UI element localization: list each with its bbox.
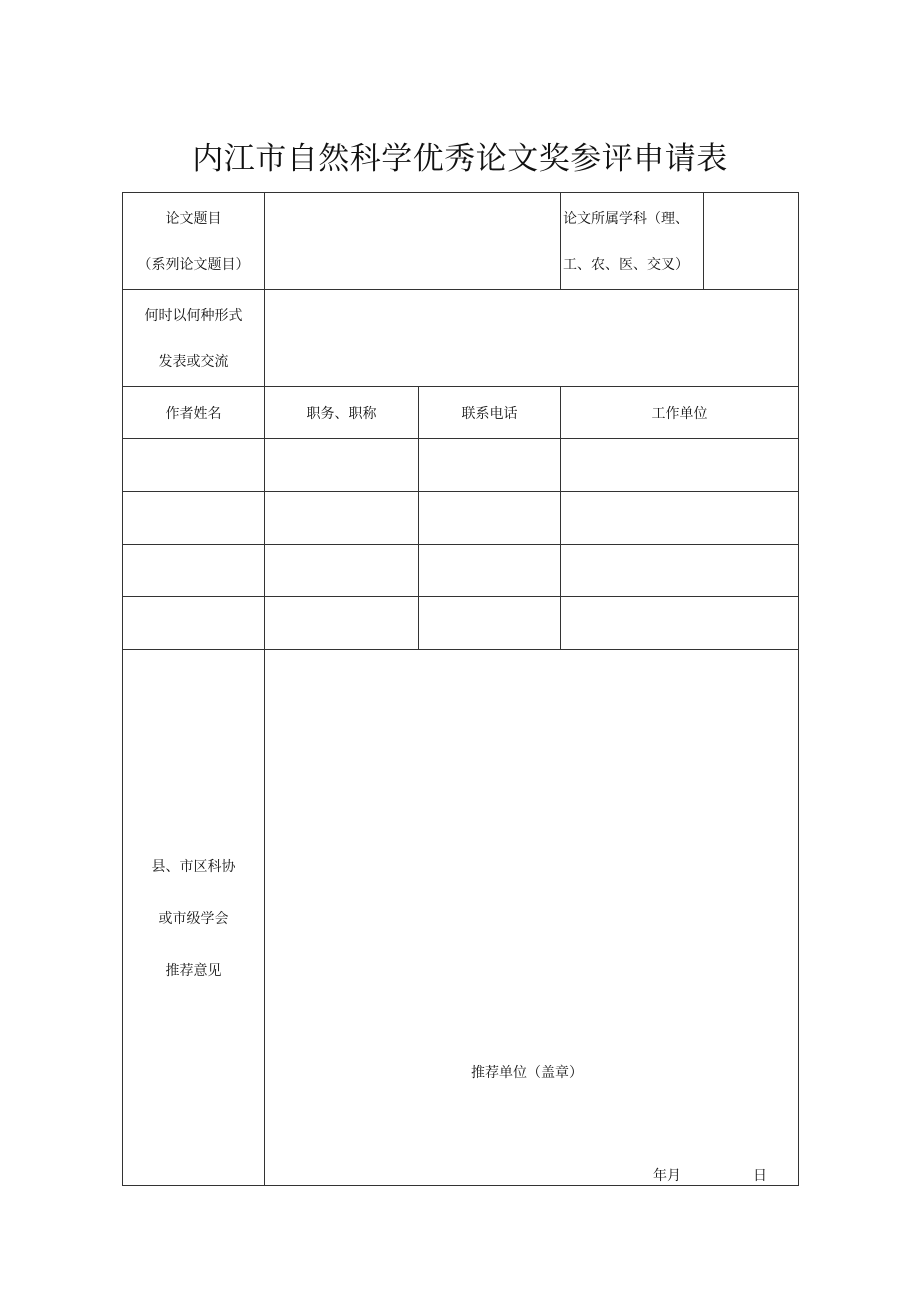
author-phone-field[interactable]	[419, 597, 561, 650]
discipline-label-line2: 工、农、医、交叉）	[563, 257, 690, 273]
publication-row	[123, 290, 799, 387]
date-day-label: 日	[753, 1168, 767, 1184]
recommendation-label-line3: 推荐意见	[165, 962, 222, 979]
author-phone-field[interactable]	[419, 545, 561, 597]
author-name-field[interactable]	[123, 492, 265, 545]
author-phone-field[interactable]	[419, 492, 561, 545]
author-workplace-field[interactable]	[561, 545, 799, 597]
author-name-field[interactable]	[123, 597, 265, 650]
author-workplace-field[interactable]	[561, 439, 799, 492]
author-row	[123, 492, 799, 545]
paper-title-row	[123, 193, 799, 290]
author-phone-field[interactable]	[419, 439, 561, 492]
author-name-header: 作者姓名	[123, 387, 265, 439]
author-title-field[interactable]	[265, 597, 419, 650]
publication-label-cell	[123, 290, 265, 387]
paper-title-field[interactable]	[265, 193, 561, 290]
author-row	[123, 597, 799, 650]
discipline-label-cell	[561, 193, 704, 290]
author-row	[123, 439, 799, 492]
recommendation-label-cell	[123, 650, 265, 1186]
author-title-header: 职务、职称	[265, 387, 419, 439]
author-workplace-header: 工作单位	[561, 387, 799, 439]
paper-title-label: 论文题目	[165, 211, 222, 227]
date-year-month-label: 年月	[653, 1168, 681, 1184]
recommendation-label-line2: 或市级学会	[158, 910, 229, 927]
author-row	[123, 545, 799, 597]
application-form-table	[122, 192, 799, 1186]
author-title-field[interactable]	[265, 545, 419, 597]
author-title-field[interactable]	[265, 439, 419, 492]
page-title: 内江市自然科学优秀论文奖参评申请表	[192, 141, 728, 177]
recommendation-field[interactable]	[265, 650, 799, 1186]
paper-series-title-label: （系列论文题目）	[137, 257, 250, 273]
publication-field[interactable]	[265, 290, 799, 387]
recommendation-label-line1: 县、市区科协	[151, 858, 236, 875]
author-name-field[interactable]	[123, 439, 265, 492]
recommendation-row	[123, 650, 799, 1186]
author-title-field[interactable]	[265, 492, 419, 545]
author-workplace-field[interactable]	[561, 492, 799, 545]
discipline-field[interactable]	[704, 193, 799, 290]
paper-title-label-cell	[123, 193, 265, 290]
author-header-row	[123, 387, 799, 439]
author-name-field[interactable]	[123, 545, 265, 597]
author-workplace-field[interactable]	[561, 597, 799, 650]
publication-label-line1: 何时以何种形式	[144, 308, 243, 324]
publication-label-line2: 发表或交流	[158, 354, 229, 370]
recommending-unit-stamp-label: 推荐单位（盖章）	[471, 1065, 583, 1081]
discipline-label-line1: 论文所属学科（理、	[563, 211, 690, 227]
author-phone-header: 联系电话	[419, 387, 561, 439]
